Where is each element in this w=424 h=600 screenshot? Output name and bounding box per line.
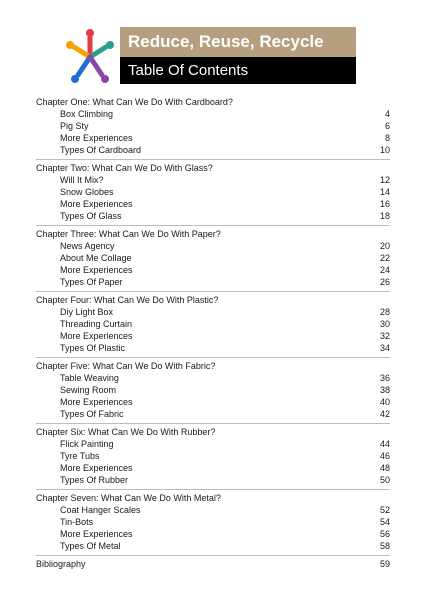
toc-entry-page: 42 <box>379 409 390 419</box>
toc-entry-page: 4 <box>384 109 390 119</box>
toc-entry-page: 52 <box>379 505 390 515</box>
toc-entry-page: 16 <box>379 199 390 209</box>
chapter-title[interactable]: Chapter Three: What Can We Do With Paper? <box>36 229 221 239</box>
chapter-section <box>36 492 390 556</box>
toc-entry-label: More Experiences <box>60 265 133 275</box>
toc-entry-page: 18 <box>379 211 390 221</box>
toc-entry-page: 36 <box>379 373 390 383</box>
toc-entry[interactable] <box>36 528 390 540</box>
chapter-section <box>36 360 390 424</box>
toc-entry-page: 30 <box>379 319 390 329</box>
toc-entry-page: 58 <box>379 541 390 551</box>
toc-entry-label: Pig Sty <box>60 121 89 131</box>
toc-entry-page: 40 <box>379 397 390 407</box>
toc-entry-label: Table Weaving <box>60 373 119 383</box>
toc-entry-page: 46 <box>379 451 390 461</box>
toc-entry[interactable] <box>36 144 390 156</box>
header <box>120 27 356 84</box>
toc-entry-page: 24 <box>379 265 390 275</box>
toc-entry[interactable] <box>36 516 390 528</box>
toc-entry-label: Tin-Bots <box>60 517 94 527</box>
bibliography-entry[interactable] <box>36 558 390 570</box>
chapter-title[interactable]: Chapter Six: What Can We Do With Rubber? <box>36 427 216 437</box>
recycle-figures-logo-icon <box>66 27 114 83</box>
toc-entry-page: 34 <box>379 343 390 353</box>
toc-entry-page: 14 <box>379 187 390 197</box>
toc-entry[interactable] <box>36 330 390 342</box>
toc-entry-page: 48 <box>379 463 390 473</box>
toc-entry-page: 54 <box>379 517 390 527</box>
toc-entry[interactable] <box>36 504 390 516</box>
toc-entry[interactable] <box>36 540 390 552</box>
toc-entry-page: 12 <box>379 175 390 185</box>
chapter-section <box>36 162 390 226</box>
toc-entry[interactable] <box>36 306 390 318</box>
toc-entry[interactable] <box>36 318 390 330</box>
toc-entry[interactable] <box>36 462 390 474</box>
toc-entry[interactable] <box>36 252 390 264</box>
toc-entry[interactable] <box>36 108 390 120</box>
toc-entry-page: 26 <box>379 277 390 287</box>
toc-entry-label: News Agency <box>60 241 115 251</box>
toc-entry-page: 38 <box>379 385 390 395</box>
header-title: Reduce, Reuse, Recycle <box>120 27 356 57</box>
toc-entry[interactable] <box>36 408 390 420</box>
toc-entry-page: 56 <box>379 529 390 539</box>
chapter-section <box>36 228 390 292</box>
toc-entry-label: Threading Curtain <box>60 319 133 329</box>
chapter-title[interactable]: Chapter Two: What Can We Do With Glass? <box>36 163 213 173</box>
chapter-title[interactable]: Chapter Four: What Can We Do With Plastic? <box>36 295 219 305</box>
toc-entry-page: 44 <box>379 439 390 449</box>
toc-entry[interactable] <box>36 186 390 198</box>
toc-entry-label: More Experiences <box>60 463 133 473</box>
toc-entry-page: 10 <box>379 145 390 155</box>
chapter-section <box>36 294 390 358</box>
toc-entry-page: 8 <box>384 133 390 143</box>
chapter-section <box>36 426 390 490</box>
toc-entry-label: Box Climbing <box>60 109 114 119</box>
toc-entry-label: Types Of Fabric <box>60 409 124 419</box>
toc-entry-label: Flick Painting <box>60 439 114 449</box>
toc-entry-label: Will It Mix? <box>60 175 104 185</box>
toc-entry-label: Coat Hanger Scales <box>60 505 141 515</box>
toc-entry-label: Types Of Paper <box>60 277 123 287</box>
toc-entry[interactable] <box>36 450 390 462</box>
toc-entry[interactable] <box>36 198 390 210</box>
toc-entry[interactable] <box>36 474 390 486</box>
toc-entry[interactable] <box>36 276 390 288</box>
header-subtitle: Table Of Contents <box>120 57 356 84</box>
toc-entry-label: More Experiences <box>60 199 133 209</box>
toc-entry-page: 28 <box>379 307 390 317</box>
toc-entry-label: Types Of Rubber <box>60 475 129 485</box>
toc-entry[interactable] <box>36 372 390 384</box>
toc-entry[interactable] <box>36 120 390 132</box>
toc-entry-label: About Me Collage <box>60 253 132 263</box>
toc-entry-label: Types Of Glass <box>60 211 122 221</box>
chapter-title[interactable]: Chapter One: What Can We Do With Cardboard? <box>36 97 233 107</box>
table-of-contents <box>36 96 390 570</box>
toc-entry-page: 20 <box>379 241 390 251</box>
toc-entry-label: Types Of Plastic <box>60 343 126 353</box>
toc-entry-label: Types Of Cardboard <box>60 145 142 155</box>
bibliography-label: Bibliography <box>36 559 86 569</box>
chapter-title[interactable]: Chapter Seven: What Can We Do With Metal? <box>36 493 221 503</box>
chapter-list <box>36 96 390 556</box>
toc-entry[interactable] <box>36 240 390 252</box>
toc-entry-page: 6 <box>384 121 390 131</box>
toc-entry[interactable] <box>36 396 390 408</box>
toc-entry-label: More Experiences <box>60 397 133 407</box>
toc-entry-label: More Experiences <box>60 331 133 341</box>
bibliography-page: 59 <box>379 559 390 569</box>
toc-entry[interactable] <box>36 438 390 450</box>
toc-entry[interactable] <box>36 342 390 354</box>
toc-entry-label: More Experiences <box>60 133 133 143</box>
toc-entry-page: 32 <box>379 331 390 341</box>
toc-entry-label: Tyre Tubs <box>60 451 100 461</box>
toc-entry-label: Snow Globes <box>60 187 114 197</box>
chapter-title[interactable]: Chapter Five: What Can We Do With Fabric? <box>36 361 216 371</box>
logo-figures <box>74 37 106 75</box>
toc-entry[interactable] <box>36 210 390 222</box>
toc-entry-label: Types Of Metal <box>60 541 121 551</box>
toc-entry[interactable] <box>36 384 390 396</box>
chapter-section <box>36 96 390 160</box>
toc-entry-label: Diy Light Box <box>60 307 114 317</box>
toc-entry[interactable] <box>36 264 390 276</box>
toc-entry-page: 22 <box>379 253 390 263</box>
toc-entry-page: 50 <box>379 475 390 485</box>
toc-entry[interactable] <box>36 132 390 144</box>
toc-entry-label: More Experiences <box>60 529 133 539</box>
toc-entry-label: Sewing Room <box>60 385 117 395</box>
toc-entry[interactable] <box>36 174 390 186</box>
